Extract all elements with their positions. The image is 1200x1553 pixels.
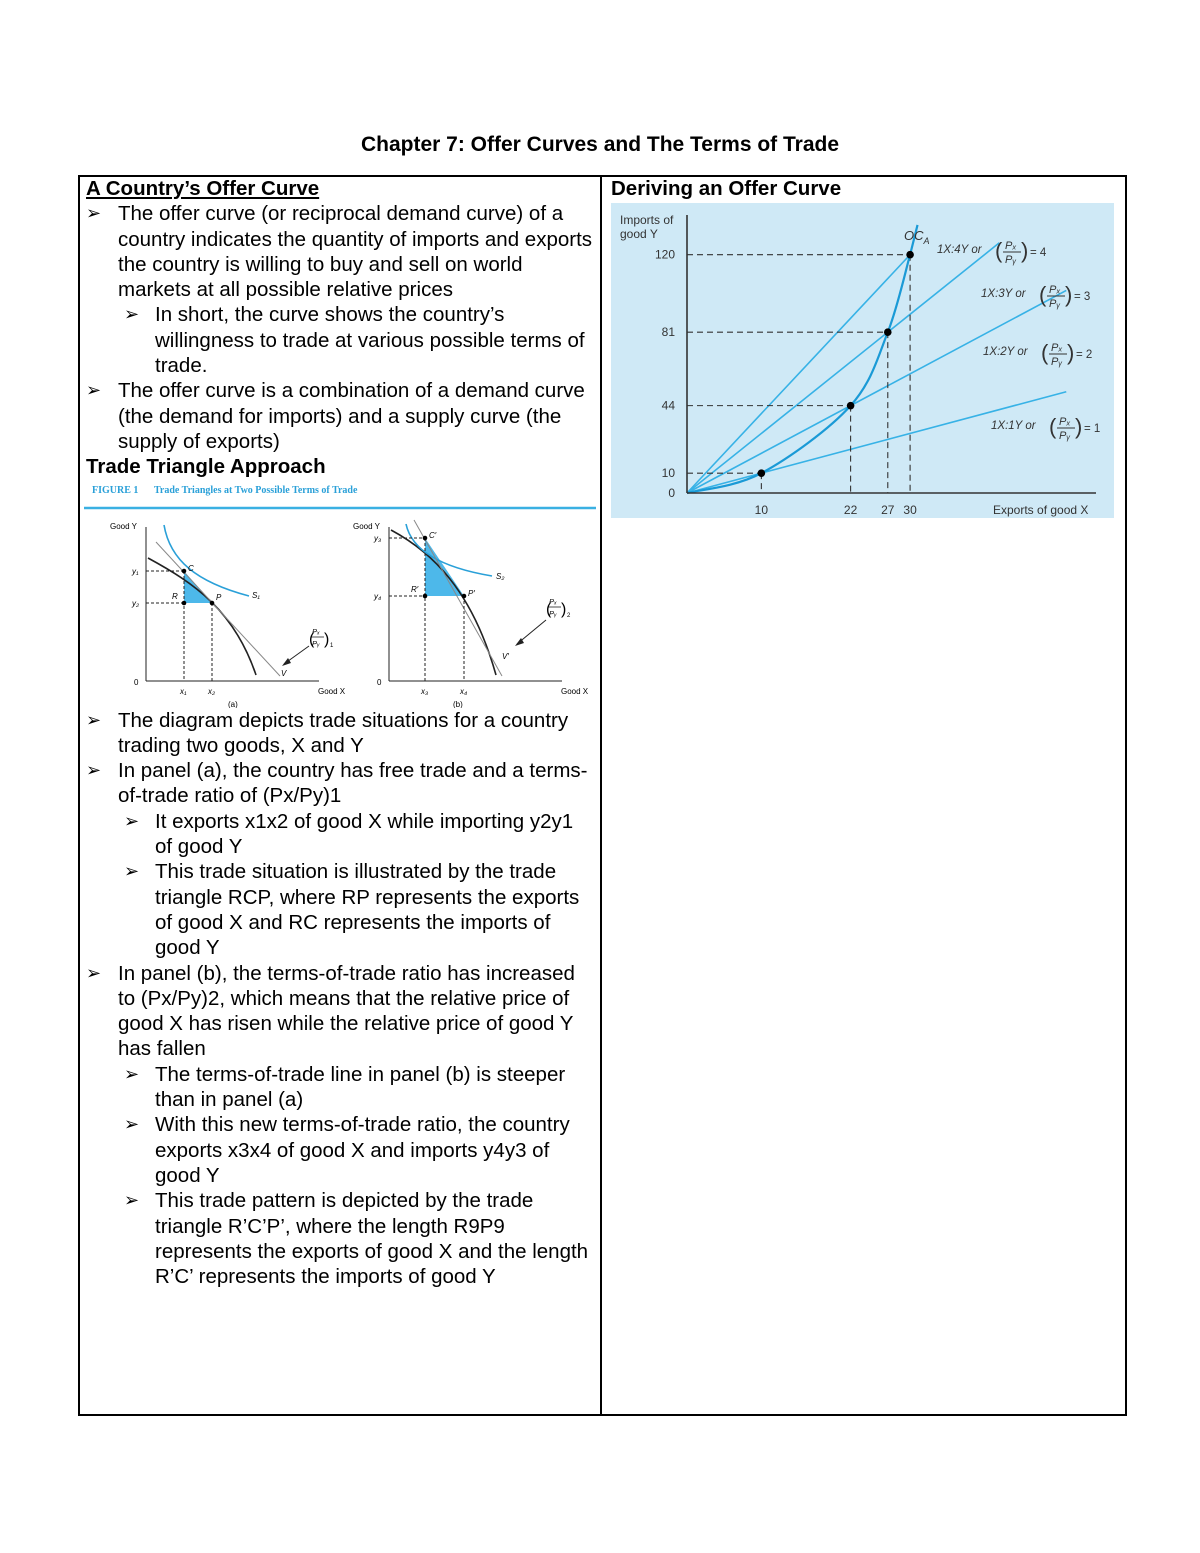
trade-triangle-rcp-prime [425,538,464,596]
offer-curve-chart [611,203,1114,518]
ratio-value: = 1 [1084,423,1101,436]
y-tick-label: 44 [661,398,675,413]
offer-point [758,470,766,478]
tot-ratio-text: 1X:1Y or [991,420,1036,433]
offer-point [884,329,892,337]
arrow-bullet-icon: ➢ [124,1190,140,1211]
bullet-item [86,708,594,759]
sub-bullet-item [118,809,594,860]
label-p-prime: P′ [468,588,475,598]
arrow-bullet-icon: ➢ [124,1114,140,1135]
offer-point [847,402,855,410]
arrow-bullet-icon: ➢ [86,760,102,781]
paren-open: ( [1039,282,1047,308]
tick-label-x1: x₁ [180,686,187,696]
bullet-list-trade-triangle [86,708,594,1290]
x-axis-title: Exports of good X [993,503,1089,518]
production-frontier [391,530,496,675]
point-c [182,568,187,573]
arrow-bullet-icon: ➢ [86,203,102,224]
x-tick-label: 30 [903,503,917,518]
y-tick-label: 81 [661,325,675,340]
label-s1: S₁ [252,590,260,600]
paren-close: ) [561,600,567,618]
y-tick-label: 120 [654,248,675,263]
price-y: Pᵧ [1051,356,1063,369]
sub-bullet-list [86,302,594,378]
point-r-prime [423,593,428,598]
ratio-numerator: Pₓ [312,626,320,636]
label-p: P [216,592,222,602]
tick-label-x2: x₂ [208,686,216,696]
terms-of-trade-line [414,520,505,676]
ratio-denominator: Pᵧ [312,638,320,648]
paren-close: ) [1067,340,1075,366]
price-x: Pₓ [1051,342,1063,355]
label-v: V [281,668,287,678]
panel-a [110,522,346,708]
label-r-prime: R′ [411,584,419,594]
paren-open: ( [309,630,315,648]
terms-of-trade-line [156,542,280,676]
point-r [182,600,187,605]
tick-label-x4: x₄ [460,686,468,696]
bullet-text: In short, the curve shows the country’s willingness to trade at various possible terms of trade. [155,303,585,378]
origin-label: 0 [377,677,382,687]
arrow-bullet-icon: ➢ [86,709,102,730]
arrow-bullet-icon: ➢ [124,810,140,831]
sub-bullet-item [118,302,594,378]
price-y: Pᵧ [1005,254,1017,267]
figure-caption-title: Trade Triangles at Two Possible Terms of Trade [154,484,358,496]
paren-open: ( [995,238,1003,264]
price-x: Pₓ [1059,416,1071,429]
ratio-value: = 2 [1076,349,1093,362]
panel-b [353,520,589,708]
paren-close: ) [1075,414,1083,440]
ratio-value: = 4 [1030,247,1047,260]
bullet-list-offer-curve [86,201,594,454]
bullet-item [86,758,594,809]
tick-label-y1: y₁ [132,566,139,576]
bullet-text: The offer curve (or reciprocal demand curve) of a country indicates the quantity of imports and exports the country is willing to buy and sell on world markets at all possible relative prices [118,202,593,302]
paren-open: ( [1049,414,1057,440]
bullet-text: The terms-of-trade line in panel (b) is steeper than in panel (a) [155,1062,566,1112]
tot-ratio-text: 1X:2Y or [983,346,1028,359]
y-axis-title-line: Imports of [620,213,674,228]
section-heading-trade-triangle: Trade Triangle Approach [86,455,326,479]
section-heading-offer-curve: A Country’s Offer Curve [86,177,320,200]
point-p [210,600,215,605]
trade-triangles-figure [84,480,598,708]
bullet-item [86,961,594,1062]
tot-ratio-text: 1X:4Y or [937,244,982,257]
axis-label-good-x: Good X [561,686,589,696]
indifference-curve-s2 [406,524,492,576]
origin-label: 0 [134,677,139,687]
paren-close: ) [324,630,330,648]
section-heading-deriving-offer-curve: Deriving an Offer Curve [611,177,842,200]
curve-label-subscript: A [923,236,930,247]
column-divider [600,175,602,1416]
arrow-bullet-icon: ➢ [86,962,102,983]
paren-open: ( [546,600,552,618]
arrow-bullet-icon: ➢ [124,304,140,325]
y-tick-label: 10 [661,466,675,481]
sub-bullet-list [86,1062,594,1290]
figure-caption-number: FIGURE 1 [92,484,139,496]
x-tick-label: 10 [754,503,769,518]
right-column [611,176,1116,518]
tot-ratio-text: 1X:3Y or [981,288,1026,301]
bullet-text: In panel (b), the terms-of-trade ratio has increased to (Px/Py)2, which means that the relative price of good X has risen while the relative price of good Y has fallen [118,961,575,1061]
tick-label-y3: y₃ [374,533,382,543]
bullet-text: This trade pattern is depicted by the trade triangle R’C’P’, where the length R9P9 represents the exports of good X and the length R’C’ represents the imports of good Y [155,1189,589,1289]
sub-bullet-item [118,1062,594,1113]
price-y: Pᵧ [1049,298,1061,311]
paren-close: ) [1065,282,1073,308]
ratio-subscript: 2 [567,612,571,619]
label-v-prime: V′ [502,651,509,661]
price-x: Pₓ [1049,284,1061,297]
point-p-prime [462,593,467,598]
bullet-text: In panel (a), the country has free trade and a terms-of-trade ratio of (Px/Py)1 [118,759,588,808]
sub-bullet-list [86,809,594,961]
panel-label-a: (a) [228,699,238,708]
bullet-text: The diagram depicts trade situations for a country trading two goods, X and Y [118,708,569,757]
axis-label-good-y: Good Y [353,521,380,531]
axis-label-good-x: Good X [318,686,346,696]
tick-label-y2: y₂ [132,598,140,608]
arrow-bullet-icon: ➢ [86,380,102,401]
sub-bullet-item [118,859,594,960]
production-frontier [148,558,256,675]
page-title: Chapter 7: Offer Curves and The Terms of Trade [360,133,840,156]
x-tick-label: 27 [881,503,895,518]
sub-bullet-item [118,1188,594,1289]
ratio-subscript: 1 [330,642,334,649]
arrowhead-icon [282,658,291,666]
paren-close: ) [1021,238,1029,264]
y-tick-label: 0 [668,486,675,501]
left-column [86,176,594,1289]
bullet-text: With this new terms-of-trade ratio, the country exports x3x4 of good X and imports y4y3 of good Y [155,1113,570,1187]
paren-open: ( [1041,340,1049,366]
indifference-curve-s1 [164,525,249,596]
bullet-item [86,201,594,302]
y-axis-title-line: good Y [620,227,658,242]
bullet-text: This trade situation is illustrated by the trade triangle RCP, where RP represents the exports of good X and RC represents the imports of good Y [155,860,580,960]
arrow-bullet-icon: ➢ [124,861,140,882]
ratio-denominator: Pᵧ [549,608,557,618]
tick-label-y4: y₄ [374,591,382,601]
point-c-prime [423,535,428,540]
bullet-text: The offer curve is a combination of a demand curve (the demand for imports) and a supply curve (the supply of exports) [118,379,585,453]
tick-label-x3: x₃ [421,686,429,696]
panel-label-b: (b) [453,699,463,708]
price-y: Pᵧ [1059,430,1071,443]
offer-point [906,251,914,259]
label-r: R [172,591,178,601]
axis-label-good-y: Good Y [110,521,137,531]
ratio-value: = 3 [1074,291,1091,304]
x-tick-label: 22 [843,503,858,518]
curve-label-main: OC [904,228,924,244]
ratio-numerator: Pₓ [549,596,557,606]
label-c-prime: C′ [429,530,437,540]
sub-bullet-item [118,1112,594,1188]
label-c: C [188,563,194,573]
price-x: Pₓ [1005,240,1017,253]
label-s2: S₂ [496,571,505,581]
arrow-bullet-icon: ➢ [124,1063,140,1084]
bullet-text: It exports x1x2 of good X while importing y2y1 of good Y [155,809,574,859]
bullet-item [86,378,594,454]
